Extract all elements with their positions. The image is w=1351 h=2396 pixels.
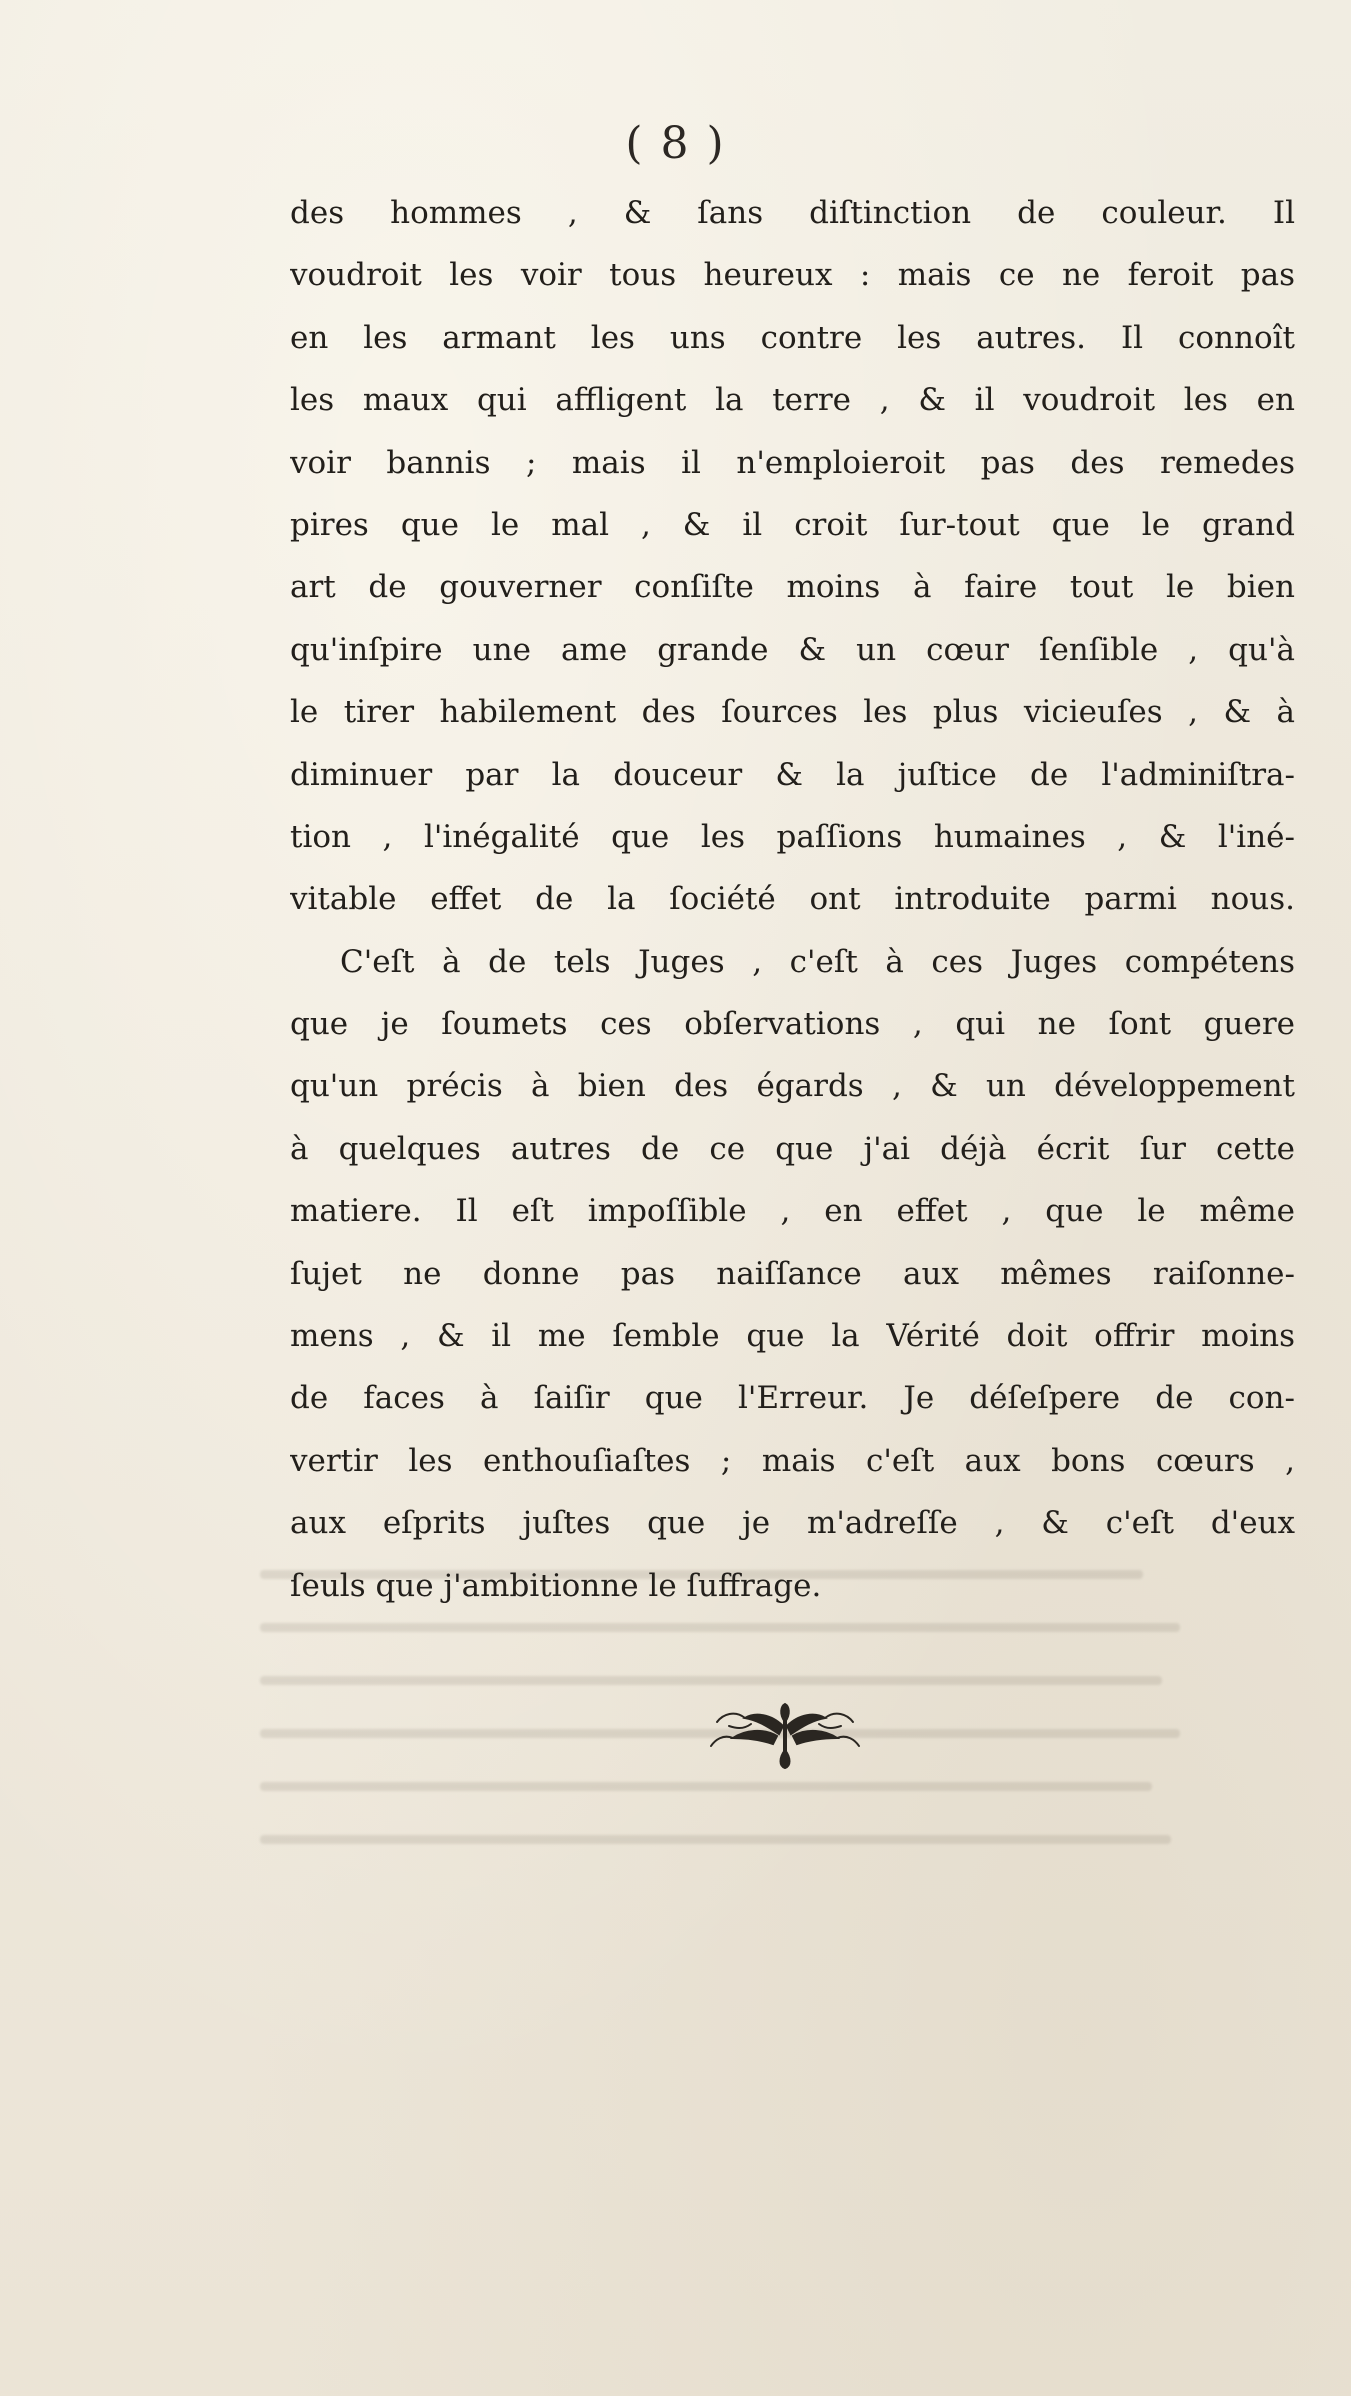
fleuron-ornament-icon (705, 1700, 865, 1770)
text-line: de faces à ſaiſir que l'Erreur. Je déſeſpere de con- (290, 1380, 1295, 1417)
text-line: matiere. Il eſt impoſſible , en effet , que le même (290, 1193, 1295, 1230)
text-line: en les armant les uns contre les autres. Il connoît (290, 319, 1295, 356)
text-line: des hommes , & ſans diſtinction de couleur. Il (290, 195, 1295, 231)
text-line: ſujet ne donne pas naiſſance aux mêmes raiſonne- (290, 1255, 1295, 1292)
text-line: le tirer habilement des ſources les plus vicieuſes , & à (290, 694, 1295, 731)
text-line: art de gouverner conſiſte moins à faire tout le bien (290, 569, 1295, 606)
text-line: voir bannis ; mais il n'emploieroit pas des remedes (290, 444, 1295, 481)
text-line: diminuer par la douceur & la juſtice de l'adminiſtra- (290, 756, 1295, 793)
text-line: tion , l'inégalité que les paſſions humaines , & l'iné- (290, 818, 1295, 855)
text-line: mens , & il me ſemble que la Vérité doit offrir moins (290, 1318, 1295, 1355)
text-line: qu'un précis à bien des égards , & un développement (290, 1068, 1295, 1105)
text-line: à quelques autres de ce que j'ai déjà écrit ſur cette (290, 1130, 1295, 1167)
text-line: vitable effet de la ſociété ont introduite parmi nous. (290, 881, 1295, 918)
text-line: pires que le mal , & il croit ſur-tout que le grand (290, 506, 1295, 543)
text-line: aux eſprits juſtes que je m'adreſſe , & c'eſt d'eux (290, 1505, 1295, 1542)
body-text (290, 182, 1295, 1617)
last-text-line: ſeuls que j'ambitionne le ſuffrage. (290, 1567, 822, 1604)
text-line: que je ſoumets ces obſervations , qui ne ſont guere (290, 1006, 1295, 1043)
text-line: voudroit les voir tous heureux : mais ce ne feroit pas (290, 257, 1295, 294)
text-line: qu'inſpire une ame grande & un cœur ſenſible , qu'à (290, 631, 1295, 668)
text-line: les maux qui affligent la terre , & il voudroit les en (290, 382, 1295, 419)
paragraph-start-line: C'eſt à de tels Juges , c'eſt à ces Juges compétens (340, 943, 1295, 980)
page-number: ( 8 ) (625, 118, 726, 169)
text-line: vertir les enthouſiaſtes ; mais c'eſt aux bons cœurs , (290, 1442, 1295, 1479)
